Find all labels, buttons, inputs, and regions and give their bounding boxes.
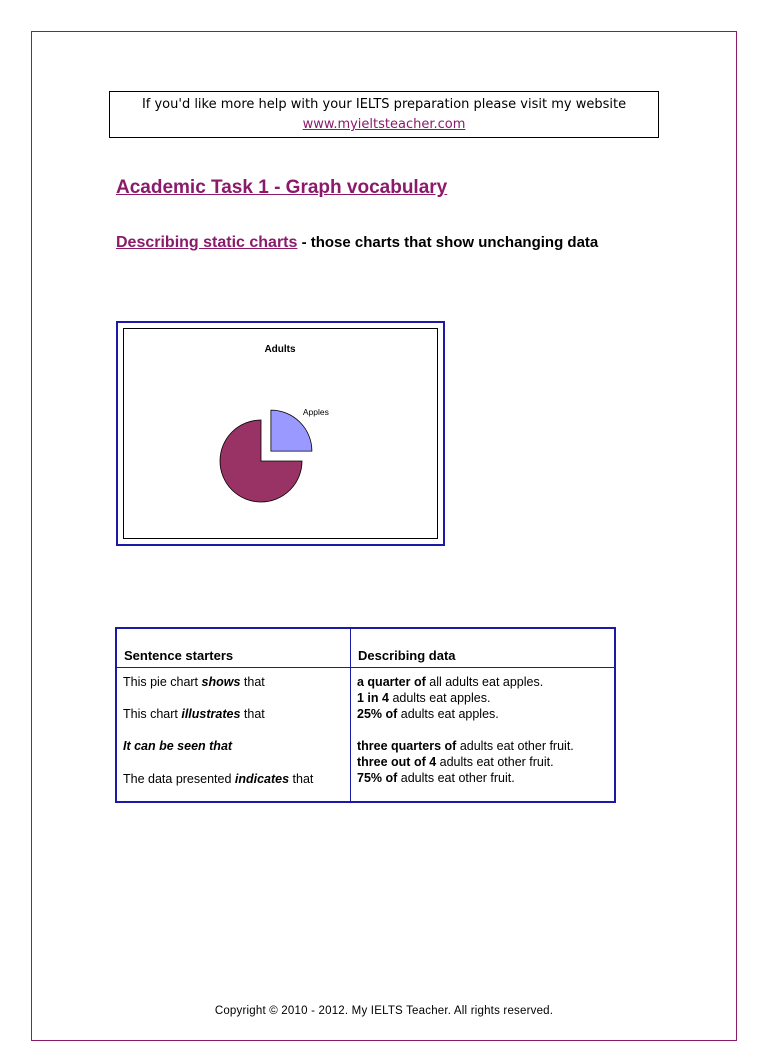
starter-emphasis: shows <box>201 675 241 689</box>
subheading-link: Describing static charts <box>116 234 298 251</box>
data-text: adults eat other fruit. <box>436 755 554 769</box>
help-box <box>109 91 659 138</box>
data-bold: 1 in 4 <box>357 691 389 705</box>
data-line <box>357 690 608 706</box>
data-line <box>357 674 608 690</box>
subheading <box>116 234 598 252</box>
slice-label: Apples <box>302 407 329 418</box>
subheading-rest: - those charts that show unchanging data <box>297 234 599 251</box>
chart-area <box>123 328 438 539</box>
starter-text: that <box>289 772 314 786</box>
data-line <box>357 770 608 786</box>
starter-text: The data presented <box>123 772 235 786</box>
starter-emphasis: It can be seen that <box>123 739 233 753</box>
data-text: adults eat apples. <box>397 707 499 721</box>
chart-title: Adults <box>264 344 296 355</box>
data-bold: three out of 4 <box>357 755 437 769</box>
starter-text: This chart <box>123 707 182 721</box>
starter-line <box>123 674 344 690</box>
vocabulary-table <box>115 627 616 803</box>
starter-emphasis: indicates <box>234 772 290 786</box>
data-text: adults eat apples. <box>388 691 491 705</box>
website-link[interactable]: www.myieltsteacher.com <box>302 117 466 132</box>
data-line <box>357 706 608 722</box>
data-text: all adults eat apples. <box>425 675 544 689</box>
table-header-row <box>116 628 615 668</box>
header-describing-data: Describing data <box>351 628 616 668</box>
starter-text: that <box>240 675 265 689</box>
pie-chart <box>124 329 437 538</box>
starter-line <box>123 706 344 722</box>
chart-frame <box>116 321 445 546</box>
starter-line <box>123 738 344 754</box>
data-bold: a quarter of <box>357 675 426 689</box>
copyright-footer: Copyright © 2010 - 2012. My IELTS Teacher. All rights reserved. <box>214 1005 554 1017</box>
header-sentence-starters: Sentence starters <box>116 628 351 668</box>
page-title: Academic Task 1 - Graph vocabulary <box>116 177 448 198</box>
data-line <box>357 738 608 754</box>
data-text: adults eat other fruit. <box>456 739 574 753</box>
starter-text: that <box>240 707 265 721</box>
starters-cell <box>116 668 351 803</box>
table-row <box>116 668 615 803</box>
starter-emphasis: illustrates <box>181 707 241 721</box>
starter-text: This pie chart <box>123 675 202 689</box>
data-bold: 25% of <box>357 707 398 721</box>
data-bold: 75% of <box>357 771 398 785</box>
data-cell <box>351 668 616 803</box>
help-text: If you'd like more help with your IELTS preparation please visit my website <box>141 97 627 112</box>
starter-line <box>123 771 344 787</box>
data-text: adults eat other fruit. <box>397 771 515 785</box>
data-line <box>357 754 608 770</box>
data-bold: three quarters of <box>357 739 457 753</box>
